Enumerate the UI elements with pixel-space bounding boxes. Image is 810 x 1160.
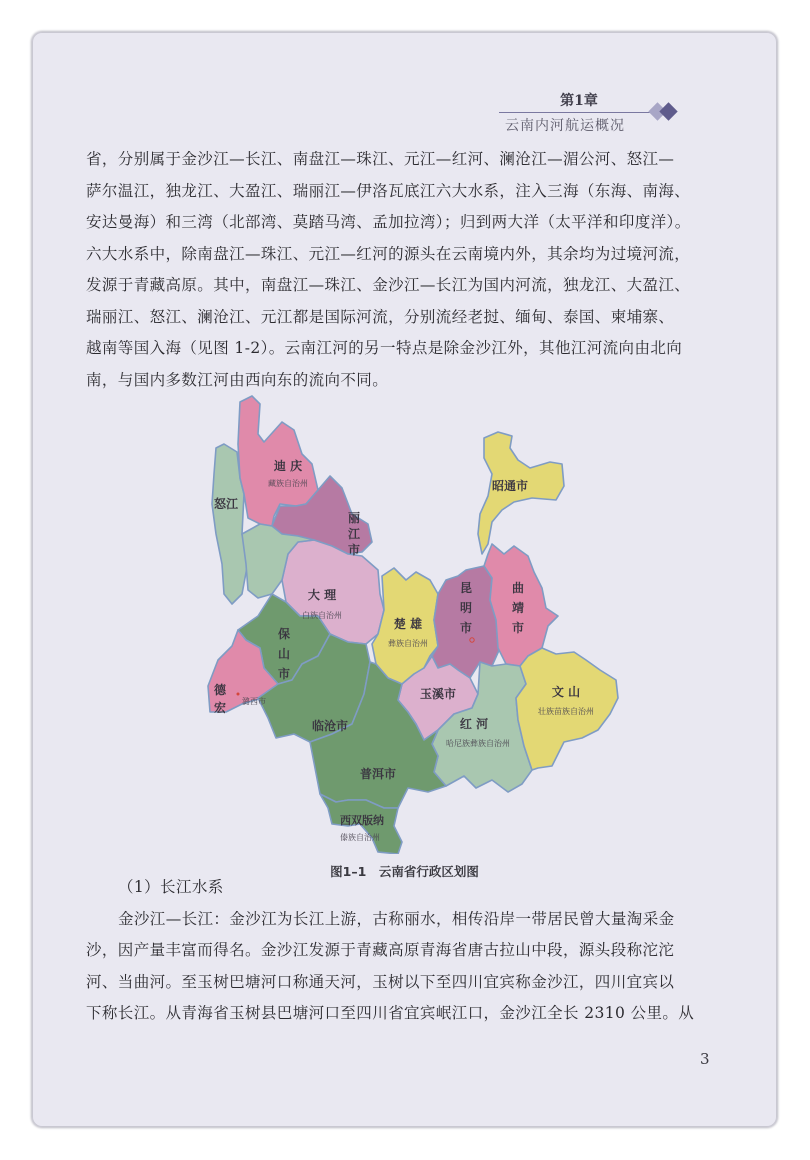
intro-paragraph bbox=[86, 144, 726, 396]
section-body bbox=[86, 872, 726, 1030]
page-number: 3 bbox=[700, 1050, 710, 1068]
text-line: 下称长江。从青海省玉树县巴塘河口至四川省宜宾岷江口，金沙江全长 2310 公里。从 bbox=[86, 1004, 695, 1022]
text-line: 省，分别属于金沙江—长江、南盘江—珠江、元江—红河、澜沧江—湄公河、怒江— bbox=[86, 150, 675, 168]
text-line: 萨尔温江，独龙江、大盈江、瑞丽江—伊洛瓦底江六大水系，注入三海（东海、南海、 bbox=[86, 181, 691, 200]
label-chuxiong: 楚 雄 bbox=[393, 617, 423, 631]
svg-text:市: 市 bbox=[277, 667, 291, 681]
label-wenshan: 文 山 bbox=[551, 685, 581, 699]
svg-text:丽: 丽 bbox=[347, 511, 361, 525]
svg-text:山: 山 bbox=[277, 647, 291, 661]
sublabel-honghe: 哈尼族彝族自治州 bbox=[446, 739, 510, 748]
text-line: 六大水系中，除南盘江—珠江、元江—红河的源头在云南境内外，其余均为过境河流， bbox=[86, 244, 691, 263]
yunnan-admin-map bbox=[202, 394, 622, 854]
book-page bbox=[32, 32, 777, 1127]
sublabel-xishuangbanna: 傣族自治州 bbox=[340, 833, 380, 842]
text-line: 越南等国入海（见图 1-2）。云南江河的另一特点是除金沙江外，其他江河流向由北向 bbox=[86, 339, 683, 357]
chapter-number: 第1章 bbox=[560, 93, 598, 109]
chapter-title: 云南内河航运概况 bbox=[505, 118, 625, 134]
label-luxi: 潞西市 bbox=[242, 697, 266, 706]
label-lincang: 临沧市 bbox=[311, 719, 349, 733]
figure-caption: 图1–1 云南省行政区划图 bbox=[330, 864, 479, 879]
text-line: 瑞丽江、怒江、澜沧江、元江都是国际河流，分别流经老挝、缅甸、泰国、柬埔寨、 bbox=[86, 307, 675, 326]
svg-text:德: 德 bbox=[213, 683, 227, 697]
diamond-ornament-icon bbox=[659, 102, 677, 120]
text-line: 安达曼海）和三湾（北部湾、莫踏马湾、孟加拉湾）；归到两大洋（太平洋和印度洋）。 bbox=[86, 213, 691, 231]
sublabel-wenshan: 壮族苗族自治州 bbox=[538, 707, 594, 716]
header-rule bbox=[499, 112, 659, 113]
label-xishuangbanna: 西双版纳 bbox=[340, 814, 384, 827]
svg-text:靖: 靖 bbox=[511, 601, 525, 615]
city-marker-icon bbox=[237, 693, 240, 696]
sublabel-diqing: 藏族自治州 bbox=[268, 479, 308, 488]
svg-text:曲: 曲 bbox=[511, 581, 525, 595]
svg-text:市: 市 bbox=[347, 543, 361, 557]
text-line: 南，与国内多数江河由西向东的流向不同。 bbox=[86, 370, 389, 389]
sublabel-chuxiong: 彝族自治州 bbox=[388, 639, 428, 648]
text-line: 发源于青藏高原。其中，南盘江—珠江、金沙江—长江为国内河流，独龙江、大盈江、 bbox=[86, 276, 691, 294]
svg-text:明: 明 bbox=[459, 601, 473, 615]
svg-text:市: 市 bbox=[459, 621, 473, 635]
label-yuxi: 玉溪市 bbox=[419, 687, 457, 701]
label-honghe: 红 河 bbox=[459, 717, 489, 731]
svg-text:江: 江 bbox=[347, 527, 361, 541]
label-puer: 普洱市 bbox=[359, 767, 397, 781]
section-heading: （1）长江水系 bbox=[118, 878, 224, 896]
text-line: 沙，因产量丰富而得名。金沙江发源于青藏高原青海省唐古拉山中段，源头段称沱沱 bbox=[86, 941, 675, 959]
label-nujiang: 怒江 bbox=[213, 497, 239, 511]
svg-text:昆: 昆 bbox=[459, 581, 473, 595]
svg-text:市: 市 bbox=[511, 621, 525, 635]
text-line: 金沙江—长江：金沙江为长江上游，古称丽水，相传沿岸一带居民曾大量淘采金 bbox=[118, 909, 675, 928]
label-zhaotong: 昭通市 bbox=[491, 479, 529, 493]
label-diqing: 迪 庆 bbox=[273, 459, 303, 473]
label-dali: 大 理 bbox=[307, 588, 337, 602]
running-header bbox=[499, 90, 699, 140]
sublabel-dali: 白族自治州 bbox=[302, 611, 342, 620]
text-line: 河、当曲河。至玉树巴塘河口称通天河，玉树以下至四川宜宾称金沙江，四川宜宾以 bbox=[86, 972, 675, 991]
svg-text:保: 保 bbox=[277, 627, 291, 641]
svg-text:宏: 宏 bbox=[213, 701, 227, 715]
region-zhaotong bbox=[478, 432, 564, 554]
